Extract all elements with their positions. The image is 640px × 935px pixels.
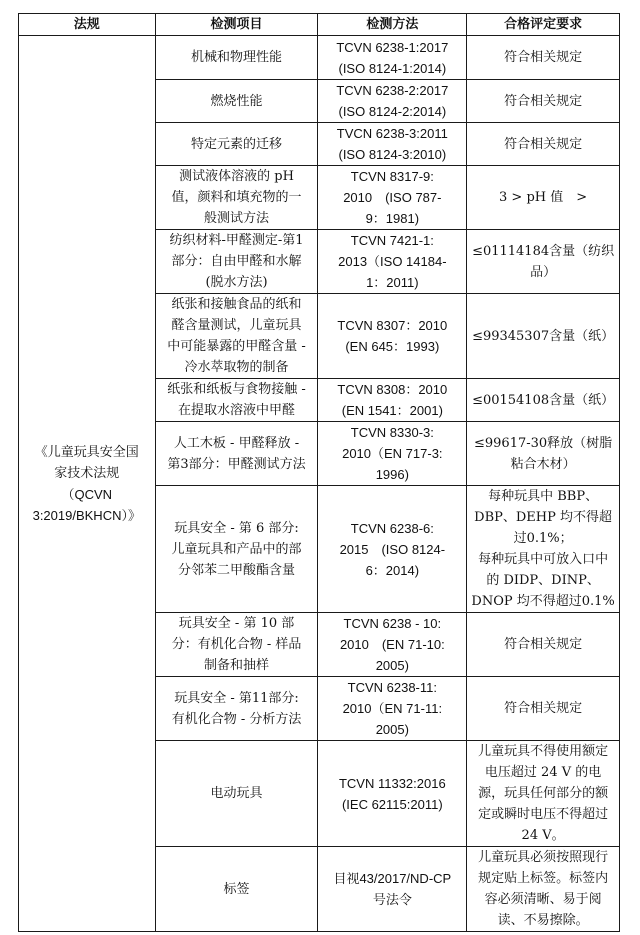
test-method-cell	[318, 36, 467, 80]
header-test-method: 检测方法	[318, 14, 467, 36]
requirement-cell	[467, 847, 620, 932]
test-method-cell	[318, 486, 467, 613]
test-method-cell-line: 1：2011)	[366, 275, 419, 290]
requirement-cell	[467, 613, 620, 677]
test-method-cell-line: 1996)	[375, 467, 409, 482]
test-method-cell-line: TVCN 6238-3:2011	[336, 126, 448, 141]
test-item-cell-line: 测试液体溶液的 pH	[179, 169, 294, 184]
requirement-cell-line: 电压超过 24 V 的电	[484, 765, 602, 780]
test-method-cell-line: TCVN 8330-3:	[350, 425, 434, 440]
test-method-cell	[318, 677, 467, 741]
test-item-cell-line: 儿童玩具和产品中的部	[171, 541, 302, 557]
test-method-cell	[318, 230, 467, 294]
requirement-cell-line: 源，玩具任何部分的额	[478, 786, 609, 801]
requirement-cell-line: ≤99617-30释放（树脂	[474, 435, 613, 451]
test-method-cell-line: 2010 (EN 71-10:	[339, 637, 445, 652]
test-method-cell	[318, 379, 467, 422]
regulation-cell-line: （QCVN	[61, 486, 113, 502]
test-method-cell-line: TCVN 6238-11:	[347, 680, 437, 695]
test-item-cell	[155, 230, 318, 294]
requirement-cell-line: 24 V。	[521, 828, 565, 843]
test-item-cell-line: 有机化合物 - 分析方法	[171, 711, 302, 727]
requirement-cell	[467, 741, 620, 847]
requirement-cell	[467, 677, 620, 741]
test-item-cell-line: 人工木板 - 甲醛释放 -	[173, 435, 300, 451]
test-item-cell-line: 在提取水溶液中甲醛	[178, 403, 296, 418]
test-method-cell-line: 2013（ISO 14184-	[338, 254, 447, 269]
test-item-cell-line: 纸张和接触食品的纸和	[171, 297, 302, 312]
test-method-cell-line: TCVN 7421-1:	[350, 233, 434, 248]
requirement-cell	[467, 379, 620, 422]
test-item-cell-line: 玩具安全 - 第11部分:	[174, 690, 299, 706]
header-row	[19, 14, 620, 36]
requirement-cell-line: 规定贴上标签。标签内	[478, 871, 609, 886]
test-item-cell	[155, 486, 318, 613]
test-item-cell-line: 值，颜料和填充物的一	[171, 190, 302, 205]
regulation-cell	[19, 36, 156, 932]
test-item-cell-line: 电动玩具	[210, 786, 263, 801]
test-method-cell-line: 2005)	[375, 722, 409, 737]
header-requirement: 合格评定要求	[467, 14, 620, 36]
test-method-cell	[318, 294, 467, 379]
table-row	[19, 36, 620, 80]
test-item-cell	[155, 80, 318, 123]
test-method-cell-line: 9：1981)	[365, 211, 420, 226]
test-method-cell-line: 2010（EN 717-3:	[342, 446, 443, 461]
test-item-cell-line: 制备和抽样	[204, 658, 270, 673]
test-item-cell-line: 分邻苯二甲酸酯含量	[178, 562, 296, 578]
test-item-cell-line: (脱水方法)	[205, 275, 268, 290]
requirement-cell-line: 儿童玩具必须按照现行	[478, 850, 609, 865]
test-method-cell-line: (EN 645：1993)	[345, 339, 440, 354]
requirement-cell-line: 符合相关规定	[504, 50, 583, 65]
test-item-cell-line: 部分：自由甲醛和水解	[171, 254, 302, 269]
test-method-cell	[318, 123, 467, 166]
test-method-cell-line: (IEC 62115:2011)	[341, 796, 443, 812]
regulation-cell-line: 家技术法规	[54, 465, 120, 481]
test-method-cell-line: TCVN 11332:2016	[338, 775, 446, 791]
test-method-cell-line: TCVN 6238-1:2017	[336, 39, 449, 55]
test-item-cell-line: 特定元素的迁移	[191, 136, 283, 152]
requirement-cell-line: 粘合木材）	[510, 456, 576, 472]
test-method-cell-line: 号法令	[372, 892, 412, 907]
test-item-cell-line: 分：有机化合物 - 样品	[171, 637, 302, 652]
requirement-cell-line: 过0.1%；	[513, 531, 573, 546]
test-method-cell	[318, 80, 467, 123]
requirement-cell-line: 符合相关规定	[504, 637, 583, 652]
test-method-cell	[318, 613, 467, 677]
test-method-cell-line: 2010 (ISO 787-	[343, 190, 442, 205]
test-method-cell	[318, 847, 467, 932]
test-item-cell	[155, 677, 318, 741]
regulation-table	[18, 13, 620, 932]
test-method-cell-line: TCVN 8307：2010	[337, 318, 448, 333]
test-item-cell-line: 般测试方法	[204, 211, 270, 226]
requirement-cell-line: 符合相关规定	[504, 93, 583, 109]
test-method-cell-line: 6：2014)	[365, 562, 420, 578]
test-method-cell-line: 2010（EN 71-11:	[342, 701, 443, 716]
test-item-cell-line: 标签	[223, 881, 250, 897]
requirement-cell-line: ≤00154108含量（纸）	[472, 392, 615, 408]
requirement-cell-line: DBP、DEHP 均不得超	[474, 510, 613, 525]
test-method-cell-line: (EN 1541：2001)	[341, 403, 443, 418]
test-method-cell-line: (ISO 8124-1:2014)	[338, 60, 447, 76]
requirement-cell	[467, 486, 620, 613]
test-method-cell-line: (ISO 8124-2:2014)	[338, 104, 447, 119]
test-method-cell-line: TCVN 8308：2010	[337, 382, 448, 397]
requirement-cell-line: 品）	[530, 264, 557, 280]
test-item-cell-line: 玩具安全 - 第 6 部分:	[174, 520, 299, 536]
test-method-cell	[318, 422, 467, 486]
test-method-cell-line: TCVN 6238 - 10:	[343, 616, 442, 631]
test-method-cell-line: (ISO 8124-3:2010)	[338, 147, 447, 162]
test-item-cell	[155, 613, 318, 677]
test-item-cell-line: 醛含量测试，儿童玩具	[171, 318, 302, 333]
requirement-cell-line: DNOP 均不得超过0.1%	[471, 594, 615, 609]
test-item-cell-line: 纸张和纸板与食物接触 -	[167, 382, 306, 397]
test-method-cell-line: 2015 (ISO 8124-	[339, 541, 446, 557]
requirement-cell-line: 定或瞬时电压不得超过	[478, 807, 609, 822]
requirement-cell-line: 3 > pH 值 >	[499, 190, 588, 205]
requirement-cell-line: ≤99345307含量（纸）	[472, 328, 615, 344]
test-method-cell	[318, 741, 467, 847]
requirement-cell	[467, 230, 620, 294]
requirement-cell	[467, 422, 620, 486]
test-item-cell	[155, 741, 318, 847]
requirement-cell-line: 读、不易擦除。	[497, 913, 589, 928]
test-method-cell-line: TCVN 8317-9:	[350, 169, 434, 184]
test-item-cell-line: 第3部分：甲醛测试方法	[167, 456, 306, 472]
requirement-cell	[467, 80, 620, 123]
test-item-cell	[155, 123, 318, 166]
requirement-cell-line: 的 DIDP、DINP、	[486, 573, 600, 588]
test-method-cell-line: TCVN 6238-6:	[350, 520, 434, 536]
test-item-cell	[155, 422, 318, 486]
test-method-cell	[318, 166, 467, 230]
test-item-cell	[155, 36, 318, 80]
test-item-cell-line: 燃烧性能	[210, 93, 263, 109]
header-test-item: 检测项目	[155, 14, 318, 36]
requirement-cell-line: 符合相关规定	[504, 701, 583, 716]
requirement-cell-line: 每种玩具中可放入口中	[478, 552, 609, 567]
requirement-cell	[467, 36, 620, 80]
requirement-cell	[467, 294, 620, 379]
requirement-cell	[467, 123, 620, 166]
test-item-cell-line: 冷水萃取物的制备	[184, 360, 289, 375]
requirement-cell-line: 容必须清晰、易于阅	[484, 892, 602, 907]
test-item-cell	[155, 294, 318, 379]
test-method-cell-line: 2005)	[375, 658, 409, 673]
regulation-cell-line: 《儿童玩具安全国	[34, 444, 139, 460]
test-item-cell-line: 中可能暴露的甲醛含量 -	[167, 339, 306, 354]
requirement-cell-line: 儿童玩具不得使用额定	[478, 744, 609, 759]
header-regulation: 法规	[19, 14, 156, 36]
test-method-cell-line: 目视43/2017/ND-CP	[333, 871, 452, 886]
test-item-cell	[155, 166, 318, 230]
regulation-cell-line: 3:2019/BKHCN）》	[32, 507, 141, 523]
requirement-cell	[467, 166, 620, 230]
test-item-cell-line: 玩具安全 - 第 10 部	[178, 616, 295, 631]
test-item-cell	[155, 847, 318, 932]
test-method-cell-line: TCVN 6238-2:2017	[336, 83, 449, 98]
requirement-cell-line: ≤01114184含量（纺织	[472, 243, 615, 259]
requirement-cell-line: 每种玩具中 BBP、	[488, 489, 599, 504]
test-item-cell-line: 纺织材料-甲醛测定-第1	[169, 233, 304, 248]
test-item-cell-line: 机械和物理性能	[191, 50, 283, 65]
requirement-cell-line: 符合相关规定	[504, 136, 583, 152]
test-item-cell	[155, 379, 318, 422]
